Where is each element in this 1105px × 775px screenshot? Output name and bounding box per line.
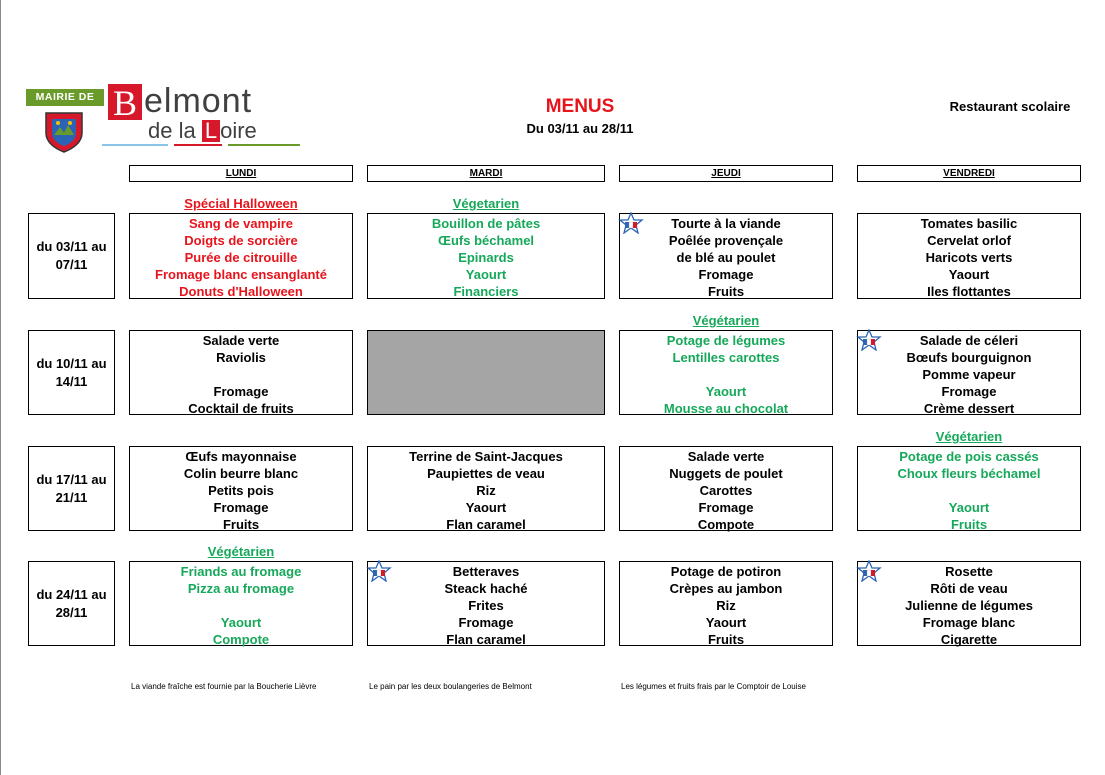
menu-cell-vendredi (857, 561, 1081, 646)
menu-item: Fromage blanc (922, 615, 1016, 630)
week-label (28, 446, 115, 531)
menu-theme-badge: Végétarien (935, 429, 1003, 444)
week-label (28, 561, 115, 646)
menu-item: Compote (697, 517, 755, 532)
menu-item: Sang de vampire (188, 216, 294, 231)
menu-cell-mardi (367, 330, 605, 415)
footer-note-meat: La viande fraîche est fournie par la Boucherie Lièvre (131, 682, 317, 691)
menu-cell-jeudi (619, 446, 833, 531)
logo-line-blue (102, 144, 168, 146)
menu-item: Fromage (698, 500, 754, 515)
menu-item: Poêlée provençale (668, 233, 784, 248)
week-label-text: du 03/11 au 07/11 (36, 239, 107, 272)
menu-item: Raviolis (216, 350, 266, 365)
menu-item: Pomme vapeur (922, 367, 1016, 382)
menu-item: Friands au fromage (180, 564, 302, 579)
menu-item: Fruits (950, 517, 988, 532)
menu-item: Julienne de légumes (905, 598, 1033, 613)
menu-item: Steack haché (444, 581, 528, 596)
menu-item: Fromage (213, 384, 269, 399)
menu-item: Cigarette (940, 632, 998, 647)
menu-item: Yaourt (705, 384, 747, 399)
menu-item: Terrine de Saint-Jacques (409, 449, 563, 464)
menu-item: Lentilles carottes (672, 350, 780, 365)
day-header-jeudi: JEUDI (619, 165, 833, 182)
menu-item: Salade de céleri (919, 333, 1019, 348)
menu-item: Nuggets de poulet (669, 466, 783, 481)
menu-item: Tomates basilic (920, 216, 1018, 231)
menu-cell-jeudi (619, 561, 833, 646)
menu-item: Haricots verts (925, 250, 1013, 265)
page-title: MENUS (545, 96, 615, 117)
menu-cell-mardi (367, 446, 605, 531)
menu-item: Bœufs bourguignon (906, 350, 1032, 365)
menu-item: Fromage (698, 267, 754, 282)
menu-item: Œufs béchamel (437, 233, 535, 248)
menu-item: Yaourt (465, 267, 507, 282)
menu-cell-vendredi (857, 446, 1081, 531)
menu-item: Tourte à la viande (671, 216, 781, 231)
menu-item: Crèpes au jambon (669, 581, 783, 596)
menu-item: Potage de potiron (670, 564, 782, 579)
menu-item: Cocktail de fruits (188, 401, 294, 416)
date-range: Du 03/11 au 28/11 (526, 121, 634, 136)
page-left-border (0, 0, 1, 775)
menu-item: Flan caramel (446, 517, 526, 532)
menu-item: Fromage (941, 384, 997, 399)
menu-item: Donuts d'Halloween (179, 284, 303, 299)
menu-theme-badge: Végetarien (452, 196, 520, 211)
menu-item: Pizza au fromage (187, 581, 295, 596)
menu-item: Bouillon de pâtes (431, 216, 541, 231)
menu-item: Yaourt (220, 615, 262, 630)
menu-item: Compote (212, 632, 270, 647)
menu-cell-lundi (129, 330, 353, 415)
menu-item: Purée de citrouille (184, 250, 298, 265)
week-label-text: du 24/11 au 28/11 (36, 586, 107, 620)
menu-item: Betteraves (452, 564, 520, 579)
menu-item: Fruits (707, 632, 745, 647)
menu-cell-jeudi (619, 213, 833, 299)
menu-item: Choux fleurs béchamel (897, 466, 1041, 481)
menu-item: Cervelat orlof (927, 233, 1011, 248)
week-label (28, 330, 115, 415)
menu-item: Salade verte (202, 333, 280, 348)
menu-item: Riz (716, 598, 736, 613)
menu-item (620, 366, 832, 383)
logo-subtitle: de la L oire (148, 118, 257, 143)
menu-item (858, 482, 1080, 499)
menu-item: Epinards (458, 250, 514, 265)
menu-item: Rôti de veau (930, 581, 1008, 596)
week-label-text: du 10/11 au 14/11 (36, 355, 107, 389)
menu-item: Crème dessert (923, 401, 1015, 416)
logo-town-name: elmont (144, 82, 253, 120)
day-header-vendredi: VENDREDI (857, 165, 1081, 182)
menu-item: Fromage (458, 615, 514, 630)
menu-cell-jeudi (619, 330, 833, 415)
menu-theme-badge: Spécial Halloween (184, 196, 298, 211)
menu-item: Fruits (707, 284, 745, 299)
menu-item: Salade verte (687, 449, 765, 464)
coat-of-arms-icon (44, 111, 84, 153)
menu-item: Yaourt (465, 500, 507, 515)
menu-item: Œufs mayonnaise (185, 449, 297, 464)
menu-item: Paupiettes de veau (427, 466, 545, 481)
menu-item: Yaourt (948, 267, 990, 282)
menu-item: Doigts de sorcière (184, 233, 298, 248)
menu-item: Petits pois (208, 483, 274, 498)
week-label (28, 213, 115, 299)
menu-item: Iles flottantes (927, 284, 1011, 299)
logo-big-letter: B (108, 84, 142, 120)
menu-item: Rosette (945, 564, 993, 579)
menu-item: Carottes (699, 483, 753, 498)
menu-item: Colin beurre blanc (183, 466, 299, 481)
logo-line-red (174, 144, 222, 146)
menu-item: de blé au poulet (676, 250, 776, 265)
menu-theme-badge: Végétarien (692, 313, 760, 328)
menu-item: Financiers (453, 284, 519, 299)
footer-note-vegetables: Les légumes et fruits frais par le Comptoir de Louise (621, 682, 806, 691)
logo-mairie-label: MAIRIE DE (26, 89, 104, 106)
menu-cell-lundi (129, 446, 353, 531)
belmont-logo (26, 84, 306, 156)
menu-item: Yaourt (705, 615, 747, 630)
menu-cell-mardi (367, 213, 605, 299)
menu-item: Riz (476, 483, 496, 498)
week-label-text: du 17/11 au 21/11 (36, 471, 107, 505)
day-header-mardi: MARDI (367, 165, 605, 182)
menu-item: Mousse au chocolat (663, 401, 789, 416)
footer-note-bread: Le pain par les deux boulangeries de Belmont (369, 682, 532, 691)
restaurant-label: Restaurant scolaire (949, 99, 1071, 114)
day-header-lundi: LUNDI (129, 165, 353, 182)
menu-item: Yaourt (948, 500, 990, 515)
menu-item: Fruits (222, 517, 260, 532)
menu-item (130, 366, 352, 383)
menu-cell-lundi (129, 213, 353, 299)
menu-cell-vendredi (857, 330, 1081, 415)
menu-item: Flan caramel (446, 632, 526, 647)
menu-item: Fromage blanc ensanglanté (155, 267, 327, 282)
menu-item: Potage de pois cassés (899, 449, 1039, 464)
logo-line-green (228, 144, 300, 146)
menu-item: Fromage (213, 500, 269, 515)
menu-cell-mardi (367, 561, 605, 646)
menu-cell-vendredi (857, 213, 1081, 299)
menu-item (130, 597, 352, 614)
menu-cell-lundi (129, 561, 353, 646)
menu-theme-badge: Végétarien (207, 544, 275, 559)
menu-item: Potage de légumes (666, 333, 786, 348)
menu-item: Frites (468, 598, 504, 613)
